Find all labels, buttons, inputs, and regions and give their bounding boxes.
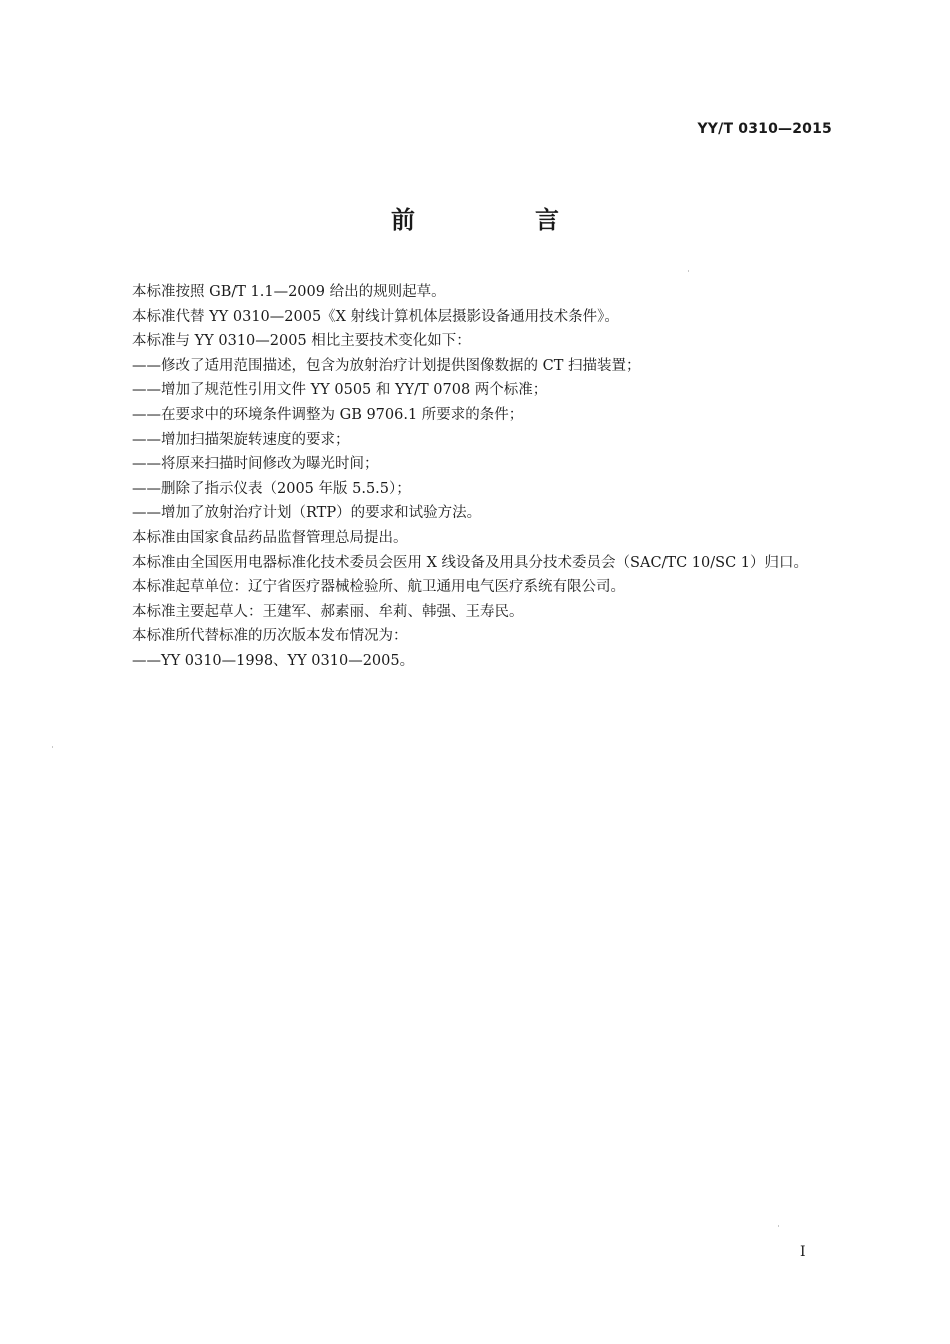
paragraph-jurisdiction: 本标准由全国医用电器标准化技术委员会医用 X 线设备及用具分技术委员会（SAC/TC 10/SC 1）归口。 <box>132 554 808 571</box>
scan-speck <box>52 746 53 748</box>
paragraph-history-intro: 本标准所代替标准的历次版本发布情况为： <box>132 628 408 645</box>
list-item-change: ——删除了指示仪表（2005 年版 5.5.5）； <box>132 480 411 497</box>
paragraph-replaces: 本标准代替 YY 0310—2005《X 射线计算机体层摄影设备通用技术条件》。 <box>132 308 619 325</box>
paragraph-drafting-rules: 本标准按照 GB/T 1.1—2009 给出的规则起草。 <box>132 284 446 300</box>
page-title: 前 言 <box>391 206 607 234</box>
list-item-change: ——增加了放射治疗计划（RTP）的要求和试验方法。 <box>132 505 482 522</box>
scan-speck <box>688 270 689 272</box>
scan-speck <box>778 1225 779 1227</box>
paragraph-changes-intro: 本标准与 YY 0310—2005 相比主要技术变化如下： <box>132 333 471 350</box>
standard-code: YY/T 0310—2015 <box>697 121 832 137</box>
list-item-change: ——将原来扫描时间修改为曝光时间； <box>132 456 379 473</box>
list-item-change: ——修改了适用范围描述，包含为放射治疗计划提供图像数据的 CT 扫描装置； <box>132 357 641 374</box>
paragraph-drafters: 本标准主要起草人：王建军、郝素丽、牟莉、韩强、王寿民。 <box>132 603 524 620</box>
page-number: I <box>800 1244 806 1260</box>
list-item-change: ——增加扫描架旋转速度的要求； <box>132 431 350 448</box>
list-item-change: ——在要求中的环境条件调整为 GB 9706.1 所要求的条件； <box>132 406 524 423</box>
paragraph-drafting-units: 本标准起草单位：辽宁省医疗器械检验所、航卫通用电气医疗系统有限公司。 <box>132 579 625 596</box>
paragraph-proposed-by: 本标准由国家食品药品监督管理总局提出。 <box>132 529 408 546</box>
list-item-history: ——YY 0310—1998、YY 0310—2005。 <box>132 652 415 669</box>
foreword-body <box>92 280 852 674</box>
list-item-change: ——增加了规范性引用文件 YY 0505 和 YY/T 0708 两个标准； <box>132 382 548 399</box>
